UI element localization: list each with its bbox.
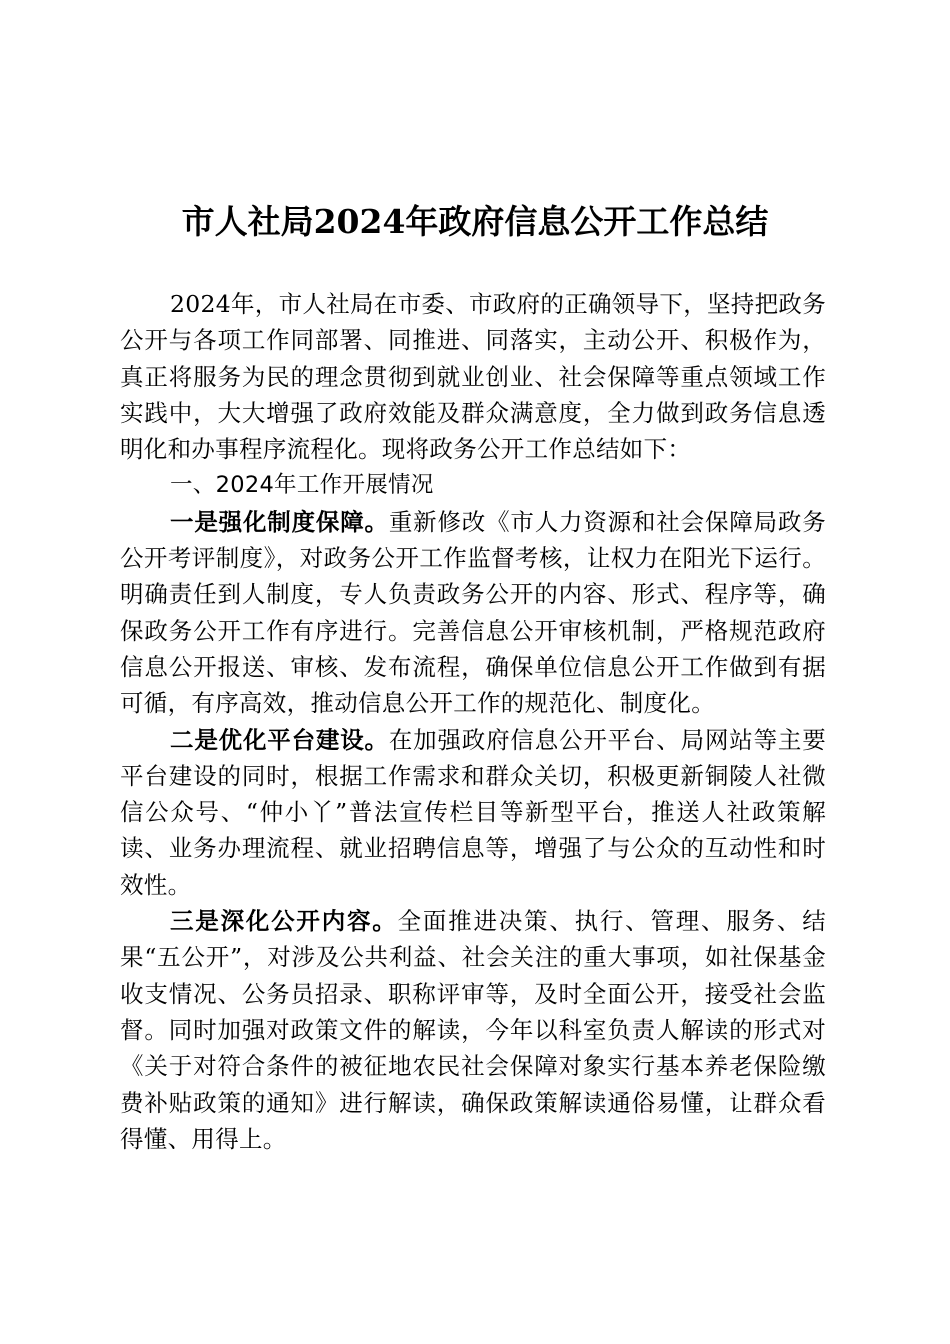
intro-paragraph: 2024年，市人社局在市委、市政府的正确领导下，坚持把政务公开与各项工作同部署、同推进、同落实，主动公开、积极作为，真正将服务为民的理念贯彻到就业创业、社会保障等重点领域工作实践中，大大增强了政府效能及群众满意度，全力做到政务信息透明化和办事程序流程化。现将政务公开工作总结如下： — [120, 290, 827, 464]
item-text-3: 全面推进决策、执行、管理、服务、结果“五公开”，对涉及公共利益、社会关注的重大事项，如社保基金收支情况、公务员招录、职称评审等，及时全面公开，接受社会监督。同时加强对政策文件的解读，今年以科室负责人解读的形式对《关于对符合条件的被征地农民社会保障对象实行基本养老保险缴费补贴政策的通知》进行解读，确保政策解读通俗易懂，让群众看得懂、用得上。 — [120, 907, 826, 1153]
item-lead-3: 三是深化公开内容。 — [170, 907, 398, 936]
item-paragraph-2 — [120, 722, 826, 903]
document-title: 市人社局2024年政府信息公开工作总结 — [181, 202, 769, 241]
item-text-1: 重新修改《市人力资源和社会保障局政务公开考评制度》，对政务公开工作监督考核，让权力在阳光下运行。明确责任到人制度，专人负责政务公开的内容、形式、程序等，确保政务公开工作有序进行。完善信息公开审核机制，严格规范政府信息公开报送、审核、发布流程，确保单位信息公开工作做到有据可循，有序高效，推动信息公开工作的规范化、制度化。 — [120, 507, 826, 718]
section-heading: 一、2024年工作开展情况 — [170, 472, 434, 499]
document-body — [120, 286, 826, 1157]
item-paragraph-1 — [120, 504, 826, 722]
item-text-2: 在加强政府信息公开平台、局网站等主要平台建设的同时，根据工作需求和群众关切，积极更新铜陵人社微信公众号、“仲小丫”普法宣传栏目等新型平台，推送人社政策解读、业务办理流程、就业招聘信息等，增强了与公众的互动性和时效性。 — [120, 725, 826, 899]
item-lead-1: 一是强化制度保障。 — [170, 507, 389, 536]
item-lead-2: 二是优化平台建设。 — [170, 725, 389, 754]
item-paragraph-3 — [120, 903, 826, 1157]
